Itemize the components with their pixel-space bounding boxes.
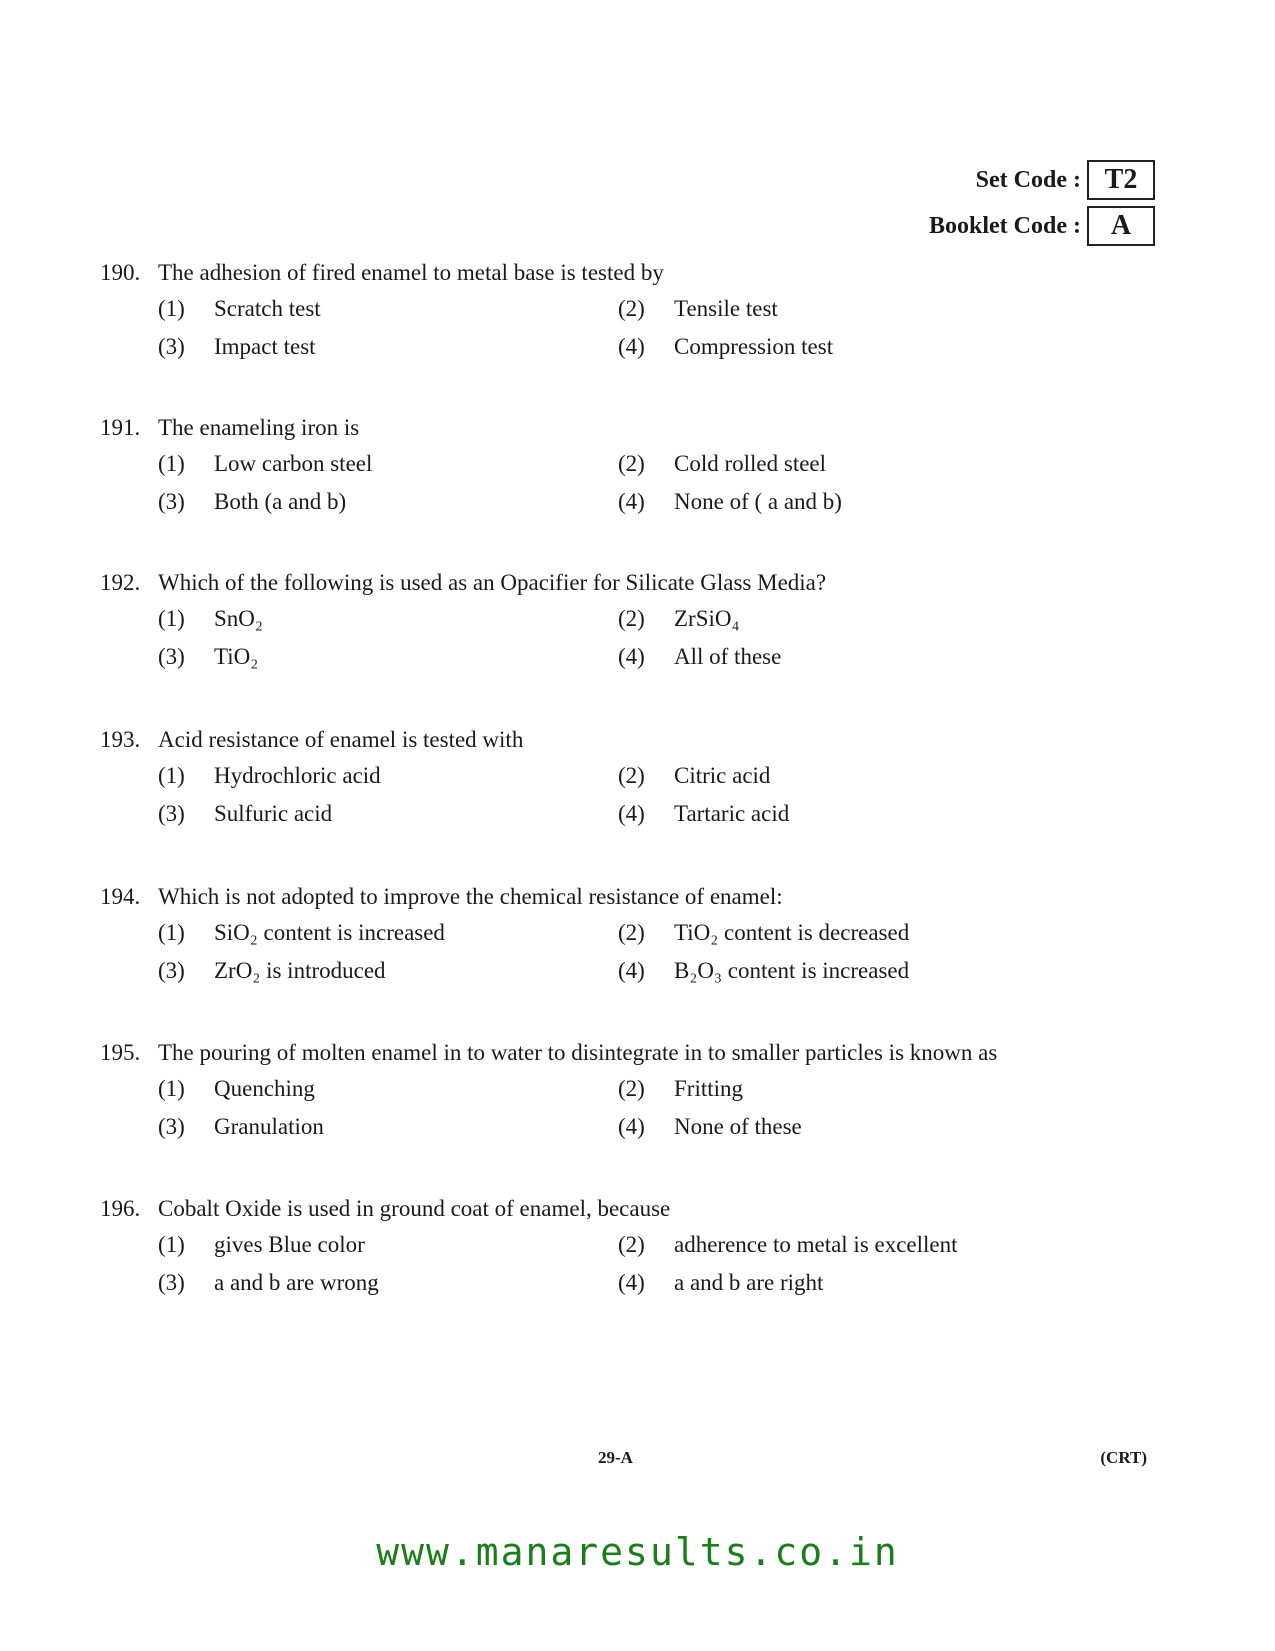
option-text: Cold rolled steel (674, 451, 827, 476)
option-number: (3) (158, 334, 185, 359)
set-code-row (929, 160, 1155, 200)
option-number: (2) (618, 1076, 645, 1101)
option-number: (1) (158, 606, 185, 631)
option-grid (158, 763, 1180, 827)
option-text: None of these (674, 1114, 802, 1139)
question-stem (100, 727, 1180, 753)
question-4 (100, 727, 1180, 827)
question-text: Which of the following is used as an Opacifier for Silicate Glass Media? (158, 570, 827, 595)
option-3 (158, 644, 618, 670)
option-3 (158, 1114, 618, 1140)
option-grid (158, 296, 1180, 360)
question-stem (100, 1040, 1180, 1066)
option-2 (618, 606, 1098, 632)
question-stem (100, 260, 1180, 286)
option-text: Tartaric acid (674, 801, 790, 826)
option-text: adherence to metal is excellent (674, 1232, 958, 1257)
option-number: (2) (618, 1232, 645, 1257)
option-text: Citric acid (674, 763, 771, 788)
question-stem (100, 570, 1180, 596)
option-text: SnO₂ (214, 606, 263, 631)
option-2 (618, 1232, 1098, 1258)
option-1 (158, 1076, 618, 1102)
question-text: Acid resistance of enamel is tested with (158, 727, 524, 752)
option-4 (618, 958, 1098, 984)
question-5 (100, 884, 1180, 984)
option-text: SiO₂ content is increased (214, 920, 445, 945)
option-number: (2) (618, 763, 645, 788)
option-2 (618, 296, 1098, 322)
option-2 (618, 763, 1098, 789)
option-number: (2) (618, 606, 645, 631)
question-stem (100, 1196, 1180, 1222)
option-text: a and b are right (674, 1270, 824, 1295)
option-text: Fritting (674, 1076, 744, 1101)
option-text: All of these (674, 644, 782, 669)
option-3 (158, 334, 618, 360)
question-stem (100, 415, 1180, 441)
option-text: Both (a and b) (214, 489, 347, 514)
booklet-code-label: Booklet Code : (929, 212, 1081, 239)
question-number: 192. (100, 570, 141, 595)
website-watermark[interactable]: www.manaresults.co.in (376, 1530, 899, 1574)
question-1 (100, 260, 1180, 360)
option-text: gives Blue color (214, 1232, 365, 1257)
booklet-code-box: A (1087, 206, 1155, 246)
question-text: The adhesion of fired enamel to metal base is tested by (158, 260, 664, 285)
option-4 (618, 1270, 1098, 1296)
option-number: (1) (158, 296, 185, 321)
option-number: (1) (158, 451, 185, 476)
question-text: Cobalt Oxide is used in ground coat of enamel, because (158, 1196, 671, 1221)
option-number: (4) (618, 958, 645, 983)
option-text: Tensile test (674, 296, 778, 321)
question-number: 194. (100, 884, 141, 909)
option-4 (618, 801, 1098, 827)
option-1 (158, 296, 618, 322)
option-2 (618, 451, 1098, 477)
option-1 (158, 606, 618, 632)
question-number: 191. (100, 415, 141, 440)
option-number: (2) (618, 451, 645, 476)
option-3 (158, 489, 618, 515)
option-text: Low carbon steel (214, 451, 373, 476)
option-text: Granulation (214, 1114, 324, 1139)
page-number: 29-A (598, 1448, 633, 1467)
option-2 (618, 920, 1098, 946)
code-block (929, 160, 1155, 252)
option-4 (618, 489, 1098, 515)
set-code-label: Set Code : (975, 166, 1081, 193)
option-grid (158, 920, 1180, 984)
option-4 (618, 644, 1098, 670)
set-code-box: T2 (1087, 160, 1155, 200)
option-number: (1) (158, 763, 185, 788)
option-number: (3) (158, 644, 185, 669)
question-2 (100, 415, 1180, 515)
option-number: (4) (618, 1270, 645, 1295)
option-text: Sulfuric acid (214, 801, 333, 826)
option-text: B₂O₃ content is increased (674, 958, 910, 983)
option-text: None of ( a and b) (674, 489, 842, 514)
question-6 (100, 1040, 1180, 1140)
option-text: ZrO₂ is introduced (214, 958, 386, 983)
footer-code: (CRT) (1100, 1448, 1147, 1467)
option-number: (4) (618, 644, 645, 669)
option-text: TiO₂ content is decreased (674, 920, 910, 945)
question-text: Which is not adopted to improve the chemical resistance of enamel: (158, 884, 783, 909)
option-text: Impact test (214, 334, 316, 359)
option-text: Hydrochloric acid (214, 763, 381, 788)
option-3 (158, 958, 618, 984)
question-number: 193. (100, 727, 141, 752)
question-text: The pouring of molten enamel in to water to disintegrate in to smaller particles is known as (158, 1040, 998, 1065)
option-1 (158, 1232, 618, 1258)
option-text: a and b are wrong (214, 1270, 379, 1295)
option-4 (618, 1114, 1098, 1140)
option-number: (3) (158, 489, 185, 514)
option-text: Scratch test (214, 296, 321, 321)
option-number: (1) (158, 1232, 185, 1257)
question-number: 196. (100, 1196, 141, 1221)
option-4 (618, 334, 1098, 360)
option-number: (4) (618, 334, 645, 359)
option-3 (158, 801, 618, 827)
option-text: Quenching (214, 1076, 315, 1101)
option-text: Compression test (674, 334, 834, 359)
option-number: (2) (618, 296, 645, 321)
option-number: (4) (618, 801, 645, 826)
question-7 (100, 1196, 1180, 1296)
option-1 (158, 920, 618, 946)
option-number: (3) (158, 1270, 185, 1295)
option-3 (158, 1270, 618, 1296)
option-grid (158, 451, 1180, 515)
option-number: (3) (158, 958, 185, 983)
option-grid (158, 606, 1180, 670)
option-grid (158, 1232, 1180, 1296)
option-number: (3) (158, 1114, 185, 1139)
question-3 (100, 570, 1180, 670)
option-text: ZrSiO₄ (674, 606, 740, 631)
option-1 (158, 763, 618, 789)
option-number: (1) (158, 920, 185, 945)
question-number: 190. (100, 260, 141, 285)
option-number: (3) (158, 801, 185, 826)
option-text: TiO₂ (214, 644, 259, 669)
option-number: (4) (618, 489, 645, 514)
question-text: The enameling iron is (158, 415, 360, 440)
option-grid (158, 1076, 1180, 1140)
booklet-code-row (929, 206, 1155, 246)
question-stem (100, 884, 1180, 910)
question-number: 195. (100, 1040, 141, 1065)
option-number: (1) (158, 1076, 185, 1101)
option-1 (158, 451, 618, 477)
option-2 (618, 1076, 1098, 1102)
option-number: (2) (618, 920, 645, 945)
option-number: (4) (618, 1114, 645, 1139)
